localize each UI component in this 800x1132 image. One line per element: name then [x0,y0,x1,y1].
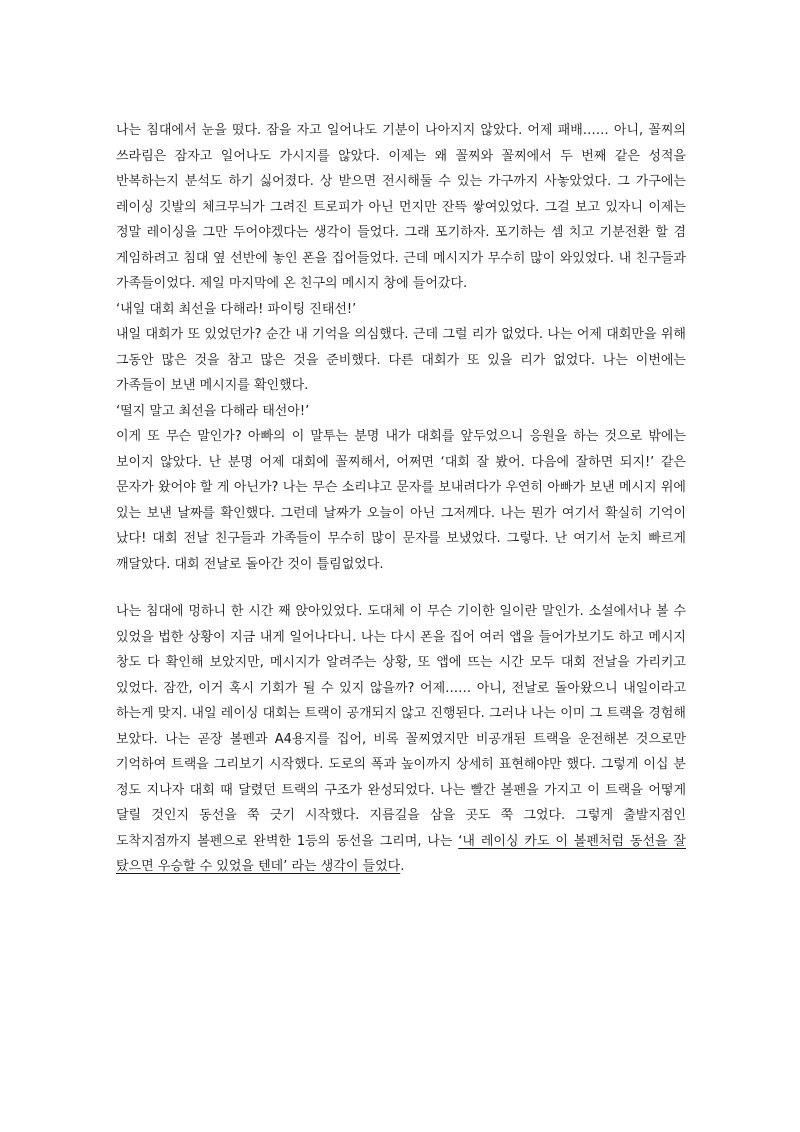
paragraph-text: 나는 침대에 멍하니 한 시간 째 앉아있었다. 도대체 이 무슨 기이한 일이란 말인가. 소설에서나 볼 수 있었을 법한 상황이 지금 내게 일어나다니. 나는 다시 폰을 집어 여러 앱을 들어가보기도 하고 메시지 창도 다 확인해 보았지만, 메시지가 알려주는 상황, 또 앱에 뜨는 시간 모두 대회 전날을 가리키고 있었다. 잠깐, 이거 혹시 기회가 될 수 있지 않을까? 어제…… 아니, 전날로 돌아왔으니 내일이라고 하는게 맞지. 내일 레이싱 대회는 트랙이 공개되지 않고 진행된다. 그러나 나는 이미 그 트랙을 경험해 보았다. 나는 곧장 볼펜과 A4용지를 집어, 비록 꼴찌였지만 비공개된 트랙을 운전해본 것으로만 기억하여 트랙을 그리보기 시작했다. 도로의 폭과 높이까지 상세히 표현해야만 했다. 그렇게 이십 분 정도 지나자 대회 때 달렸던 트랙의 구조가 완성되었다. 나는 빨간 볼펜을 가지고 이 트랙을 어떻게 달릴 것인지 동선을 쭉 긋기 시작했다. 지름길을 삼을 곳도 쭉 그었다. 그렇게 출발지점인 도착지점까지 볼펜으로 완벽한 1등의 동선을 그리며, 나는 [116,604,686,849]
quote-line: ‘내일 대회 최선을 다해라! 파이팅 진태선!’ [116,301,357,317]
document-body [116,118,686,880]
quote-line: ‘떨지 말고 최선을 다해라 태선아!’ [116,403,310,419]
paragraph [116,599,686,880]
paragraph-spacer [116,577,686,599]
underlined-text: ‘내 레이싱 카도 이 볼펜처럼 동선을 잘 탔으면 우승할 수 있었을 텐데’ 라는 생각이 들었다 [116,833,686,874]
paragraph: 이게 또 무슨 말인가? 아빠의 이 말투는 분명 내가 대회를 앞두었으니 응원을 하는 것으로 밖에는 보이지 않았다. 난 분명 어제 대회에 꼴찌해서, 어쩌면 ‘대회 잘 봤어. 다음에 잘하면 되지!’ 같은 문자가 왔어야 할 게 아닌가? 나는 무슨 소리냐고 문자를 보내려다가 우연히 아빠가 보낸 메시지 위에 있는 보낸 날짜를 확인했다. 그런데 날짜가 오늘이 아닌 그저께다. 나는 뭔가 여기서 확실히 기억이 났다! 대회 전날 친구들과 가족들이 무수히 많이 문자를 보냈었다. 그렇다. 난 여기서 눈치 빠르게 깨달았다. 대회 전날로 돌아간 것이 틀림없었다. [116,429,686,572]
paragraph: 내일 대회가 또 있었던가? 순간 내 기억을 의심했다. 근데 그럴 리가 없었다. 나는 어제 대회만을 위해 그동안 많은 것을 참고 많은 것을 준비했다. 다른 대회가 또 있을 리가 없었다. 나는 이번에는 가족들이 보낸 메시지를 확인했다. [116,327,686,393]
paragraph-text-end: . [400,859,405,874]
paragraph: 나는 침대에서 눈을 떴다. 잠을 자고 일어나도 기분이 나아지지 않았다. 어제 패배…… 아니, 꼴찌의 쓰라림은 잠자고 일어나도 가시지를 않았다. 이제는 왜 꼴찌와 꼴찌에서 두 번째 같은 성적을 반복하는지 분석도 하기 싫어졌다. 상 받으면 전시해둘 수 있는 가구까지 사놓았었다. 그 가구에는 레이싱 깃발의 체크무늬가 그려진 트로피가 아닌 먼지만 잔뜩 쌓여있었다. 그걸 보고 있자니 이제는 정말 레이싱을 그만 두어야겠다는 생각이 들었다. 그래 포기하자. 포기하는 셈 치고 기분전환 할 겸 게임하려고 침대 옆 선반에 놓인 폰을 집어들었다. 근데 메시지가 무수히 많이 와있었다. 내 친구들과 가족들이었다. 제일 마지막에 온 친구의 메시지 창에 들어갔다. [116,123,686,291]
